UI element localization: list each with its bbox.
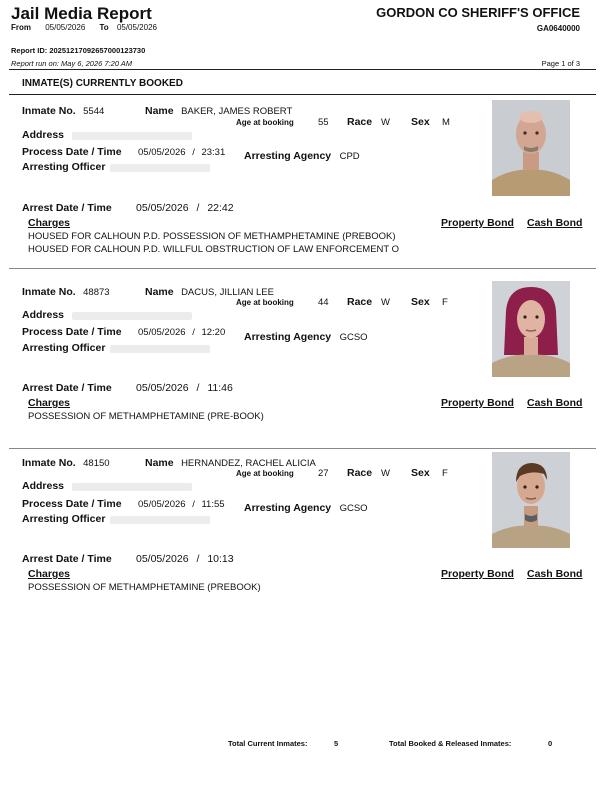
sex-label: Sex <box>411 467 430 479</box>
process-label: Process Date / Time <box>22 498 122 510</box>
arresting-agency-field <box>244 327 368 345</box>
section-title: INMATE(S) CURRENTLY BOOKED <box>22 78 183 89</box>
race-label: Race <box>347 116 373 128</box>
arresting-agency-label: Arresting Agency <box>244 150 332 162</box>
report-id: Report ID: 20251217092657000123730 <box>11 46 146 55</box>
arresting-agency: CPD <box>339 151 360 162</box>
process-date-time: 05/05/2026 / 12:20 <box>138 327 226 338</box>
agency-name: GORDON CO SHERIFF'S OFFICE <box>376 5 580 20</box>
arrest-date: 05/05/2026 <box>136 202 189 214</box>
age-label: Age at booking <box>236 298 294 307</box>
page-number: Page 1 of 3 <box>541 59 580 68</box>
inmate-age: 27 <box>318 468 329 479</box>
name-label: Name <box>145 286 174 298</box>
inmate-number: 48873 <box>83 287 110 298</box>
record-divider <box>9 268 596 269</box>
arrest-date: 05/05/2026 <box>136 553 189 565</box>
inmate-age: 55 <box>318 117 329 128</box>
cash-bond-label: Cash Bond <box>527 568 583 580</box>
age-label: Age at booking <box>236 469 294 478</box>
inmate-number: 48150 <box>83 458 110 469</box>
arrest-label: Arrest Date / Time <box>22 382 112 394</box>
redacted-officer <box>110 345 210 353</box>
name-label: Name <box>145 105 174 117</box>
header-divider <box>9 69 596 70</box>
inmate-name: DACUS, JILLIAN LEE <box>181 287 274 298</box>
arresting-agency-field <box>244 498 368 516</box>
charges-label: Charges <box>28 397 71 409</box>
redacted-address <box>72 132 192 140</box>
inmate-race: W <box>381 297 390 308</box>
arrest-date-time: 05/05/2026 / 10:13 <box>136 553 234 565</box>
inmate-name: BAKER, JAMES ROBERT <box>181 106 293 117</box>
redacted-address <box>72 483 192 491</box>
date-range <box>11 23 157 32</box>
arrest-label: Arrest Date / Time <box>22 202 112 214</box>
total-released-label: Total Booked & Released Inmates: <box>389 739 512 748</box>
agency-code: GA0640000 <box>536 24 580 33</box>
process-date: 05/05/2026 <box>138 327 186 338</box>
record-divider <box>9 448 596 449</box>
charge-line: HOUSED FOR CALHOUN P.D. WILLFUL OBSTRUCTION OF LAW ENFORCEMENT O <box>28 244 400 255</box>
arrest-time: 22:42 <box>207 202 234 214</box>
property-bond-label: Property Bond <box>441 217 514 229</box>
process-date: 05/05/2026 <box>138 499 186 510</box>
property-bond-label: Property Bond <box>441 397 514 409</box>
arrest-time: 11:46 <box>207 382 233 394</box>
inmate-name: HERNANDEZ, RACHEL ALICIA <box>181 458 316 469</box>
arresting-officer-label: Arresting Officer <box>22 161 106 173</box>
inmate-sex: F <box>442 468 448 479</box>
inmate-race: W <box>381 468 390 479</box>
charge-line: POSSESSION OF METHAMPHETAMINE (PREBOOK) <box>28 582 261 593</box>
charge-line: POSSESSION OF METHAMPHETAMINE (PRE-BOOK) <box>28 411 264 422</box>
inmate-number-field <box>22 453 110 471</box>
redacted-address <box>72 312 192 320</box>
address-label: Address <box>22 129 65 141</box>
mugshot-photo <box>492 281 570 377</box>
address-label: Address <box>22 309 65 321</box>
inmate-sex: M <box>442 117 450 128</box>
inmate-name-field <box>145 101 292 119</box>
property-bond-label: Property Bond <box>441 568 514 580</box>
process-date: 05/05/2026 <box>138 147 186 158</box>
arrest-date: 05/05/2026 <box>136 382 189 394</box>
inmate-race: W <box>381 117 390 128</box>
inmate-age: 44 <box>318 297 329 308</box>
arresting-agency: GCSO <box>339 332 368 343</box>
sex-label: Sex <box>411 296 430 308</box>
process-label: Process Date / Time <box>22 326 122 338</box>
to-label: To <box>99 23 109 32</box>
arresting-officer-label: Arresting Officer <box>22 342 106 354</box>
charges-label: Charges <box>28 217 71 229</box>
name-label: Name <box>145 457 174 469</box>
inmate-number-label: Inmate No. <box>22 105 76 117</box>
arrest-date-time: 05/05/2026 / 11:46 <box>136 382 233 394</box>
process-date-time: 05/05/2026 / 11:55 <box>138 499 225 510</box>
process-date-time: 05/05/2026 / 23:31 <box>138 147 226 158</box>
process-time: 11:55 <box>201 499 225 510</box>
inmate-number-field <box>22 101 104 119</box>
inmate-number-label: Inmate No. <box>22 286 76 298</box>
inmate-number-field <box>22 282 110 300</box>
inmate-number: 5544 <box>83 106 105 117</box>
arresting-officer-label: Arresting Officer <box>22 513 106 525</box>
sex-label: Sex <box>411 116 430 128</box>
process-time: 23:31 <box>201 147 226 158</box>
section-divider <box>9 94 596 95</box>
arrest-date-time: 05/05/2026 / 22:42 <box>136 202 234 214</box>
process-time: 12:20 <box>201 327 226 338</box>
process-label: Process Date / Time <box>22 146 122 158</box>
arresting-agency-label: Arresting Agency <box>244 331 332 343</box>
from-label: From <box>11 23 31 32</box>
redacted-officer <box>110 164 210 172</box>
report-title: Jail Media Report <box>11 4 152 23</box>
mugshot-photo <box>492 100 570 196</box>
cash-bond-label: Cash Bond <box>527 217 583 229</box>
total-released-value: 0 <box>548 739 553 748</box>
inmate-sex: F <box>442 297 448 308</box>
address-label: Address <box>22 480 65 492</box>
cash-bond-label: Cash Bond <box>527 397 583 409</box>
to-date: 05/05/2026 <box>116 23 157 32</box>
arrest-label: Arrest Date / Time <box>22 553 112 565</box>
charge-line: HOUSED FOR CALHOUN P.D. POSSESSION OF METHAMPHETAMINE (PREBOOK) <box>28 231 396 242</box>
total-current-value: 5 <box>334 739 339 748</box>
race-label: Race <box>347 467 373 479</box>
total-current-label: Total Current Inmates: <box>228 739 308 748</box>
charges-label: Charges <box>28 568 71 580</box>
arresting-agency-field <box>244 146 360 164</box>
redacted-officer <box>110 516 210 524</box>
race-label: Race <box>347 296 373 308</box>
mugshot-photo <box>492 452 570 548</box>
arrest-time: 10:13 <box>207 553 234 565</box>
arresting-agency-label: Arresting Agency <box>244 502 332 514</box>
arresting-agency: GCSO <box>339 503 368 514</box>
age-label: Age at booking <box>236 118 294 127</box>
from-date: 05/05/2026 <box>45 23 86 32</box>
report-run-on: Report run on: May 6, 2026 7:20 AM <box>11 59 133 68</box>
inmate-number-label: Inmate No. <box>22 457 76 469</box>
